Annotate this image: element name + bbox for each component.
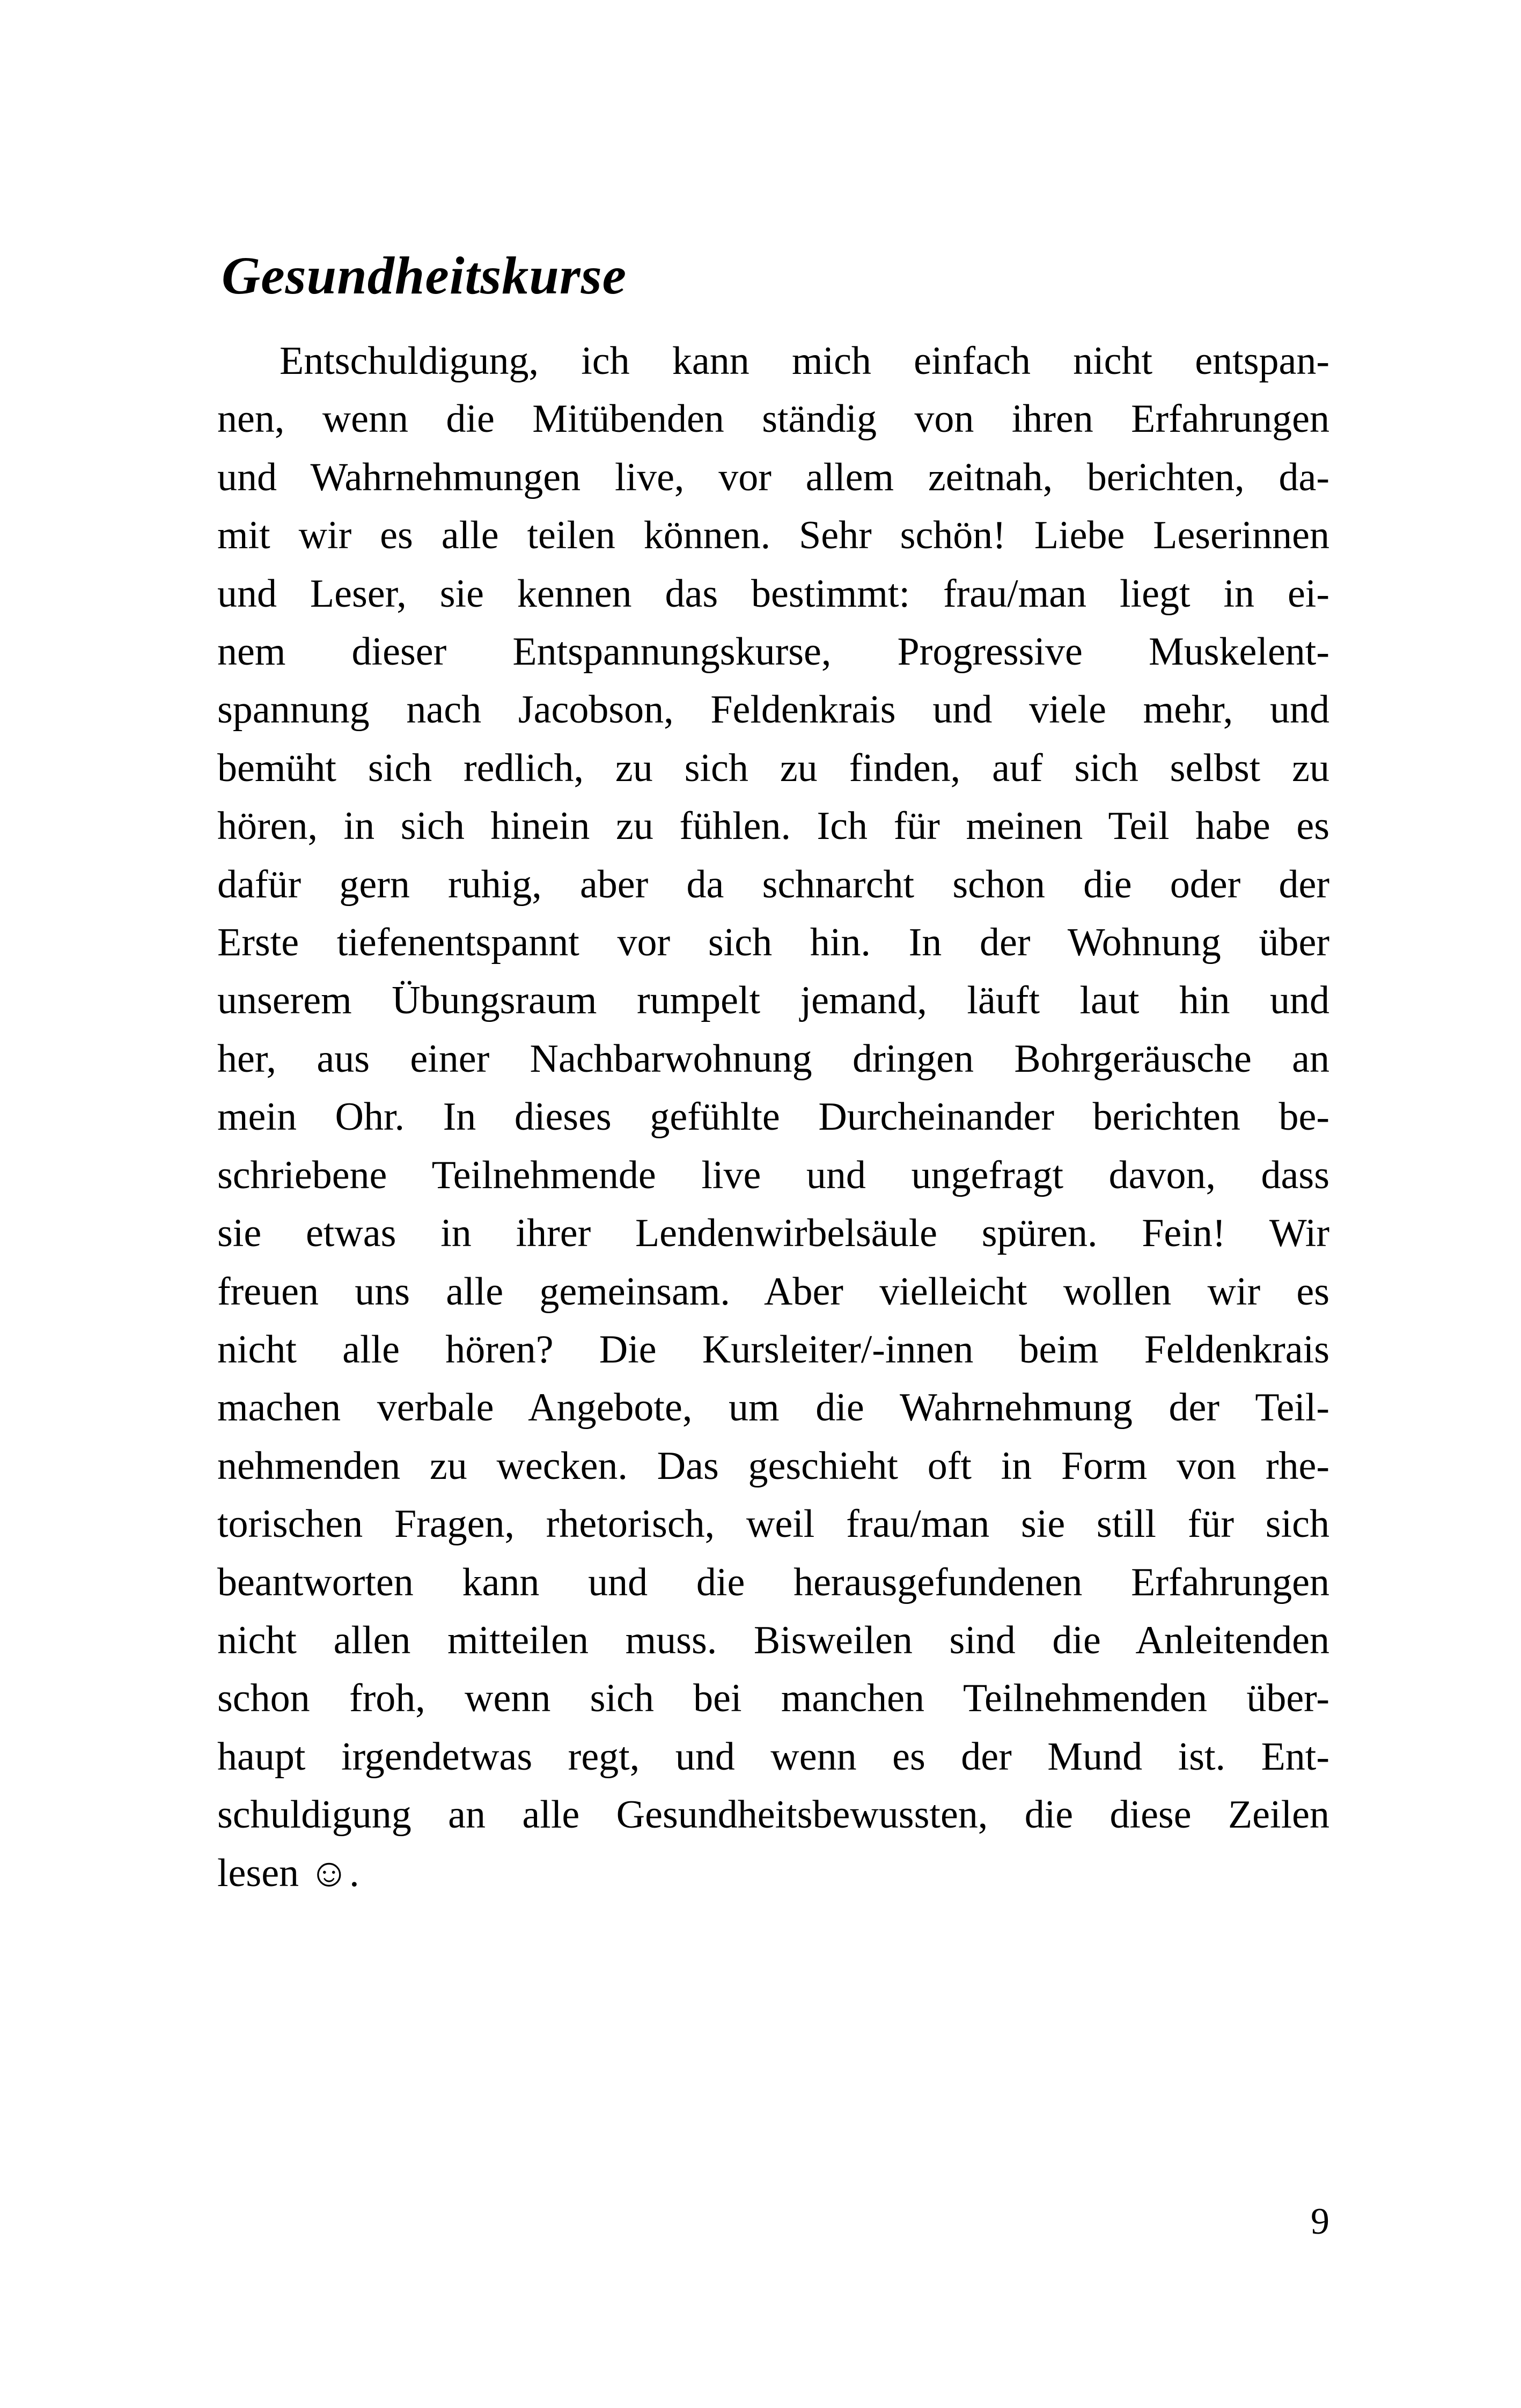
paragraph-line: mit wir es alle teilen können. Sehr schön! Liebe Leserinnen bbox=[217, 513, 1329, 558]
paragraph-line: Entschuldigung, ich kann mich einfach nicht entspan- bbox=[280, 339, 1329, 383]
paragraph-line: nen, wenn die Mitübenden ständig von ihren Erfahrungen bbox=[217, 397, 1329, 441]
paragraph-line: nicht allen mitteilen muss. Bisweilen sind die Anleitenden bbox=[217, 1618, 1329, 1662]
paragraph-line: dafür gern ruhig, aber da schnarcht schon die oder der bbox=[217, 862, 1329, 907]
body-paragraph bbox=[217, 332, 1329, 1902]
paragraph-line: schriebene Teilnehmende live und ungefragt davon, dass bbox=[217, 1153, 1329, 1197]
paragraph-line: freuen uns alle gemeinsam. Aber vielleicht wollen wir es bbox=[217, 1269, 1329, 1314]
paragraph-line: schuldigung an alle Gesundheitsbewussten, die diese Zeilen bbox=[217, 1793, 1329, 1837]
paragraph-line: schon froh, wenn sich bei manchen Teilnehmenden über- bbox=[217, 1676, 1329, 1721]
paragraph-line: nem dieser Entspannungskurse, Progressive Muskelent- bbox=[217, 630, 1329, 674]
paragraph-line: beantworten kann und die herausgefundenen Erfahrungen bbox=[217, 1560, 1329, 1604]
paragraph-line: hören, in sich hinein zu fühlen. Ich für meinen Teil habe es bbox=[217, 804, 1329, 849]
paragraph-line: bemüht sich redlich, zu sich zu finden, auf sich selbst zu bbox=[217, 746, 1329, 790]
paragraph-line: spannung nach Jacobson, Feldenkrais und viele mehr, und bbox=[217, 688, 1329, 732]
paragraph-line: sie etwas in ihrer Lendenwirbelsäule spüren. Fein! Wir bbox=[217, 1211, 1329, 1256]
chapter-title: Gesundheitskurse bbox=[222, 246, 627, 305]
paragraph-line: unserem Übungsraum rumpelt jemand, läuft laut hin und bbox=[217, 978, 1329, 1023]
paragraph-line: haupt irgendetwas regt, und wenn es der Mund ist. Ent- bbox=[217, 1734, 1329, 1779]
paragraph-line-last: lesen ☺. bbox=[217, 1851, 359, 1895]
paragraph-line: torischen Fragen, rhetorisch, weil frau/man sie still für sich bbox=[217, 1502, 1329, 1547]
paragraph-line: mein Ohr. In dieses gefühlte Durcheinander berichten be- bbox=[217, 1095, 1329, 1139]
paragraph-line: und Leser, sie kennen das bestimmt: frau/man liegt in ei- bbox=[217, 571, 1329, 616]
paragraph-line: nicht alle hören? Die Kursleiter/-innen beim Feldenkrais bbox=[217, 1327, 1329, 1372]
paragraph-line: her, aus einer Nachbarwohnung dringen Bohrgeräusche an bbox=[217, 1036, 1329, 1081]
paragraph-line: machen verbale Angebote, um die Wahrnehmung der Teil- bbox=[217, 1386, 1329, 1430]
page-number: 9 bbox=[1311, 2201, 1329, 2242]
paragraph-line: nehmenden zu wecken. Das geschieht oft in Form von rhe- bbox=[217, 1444, 1329, 1488]
paragraph-line: Erste tiefenentspannt vor sich hin. In der Wohnung über bbox=[217, 921, 1329, 965]
paragraph-line: und Wahrnehmungen live, vor allem zeitnah, berichten, da- bbox=[217, 455, 1329, 499]
